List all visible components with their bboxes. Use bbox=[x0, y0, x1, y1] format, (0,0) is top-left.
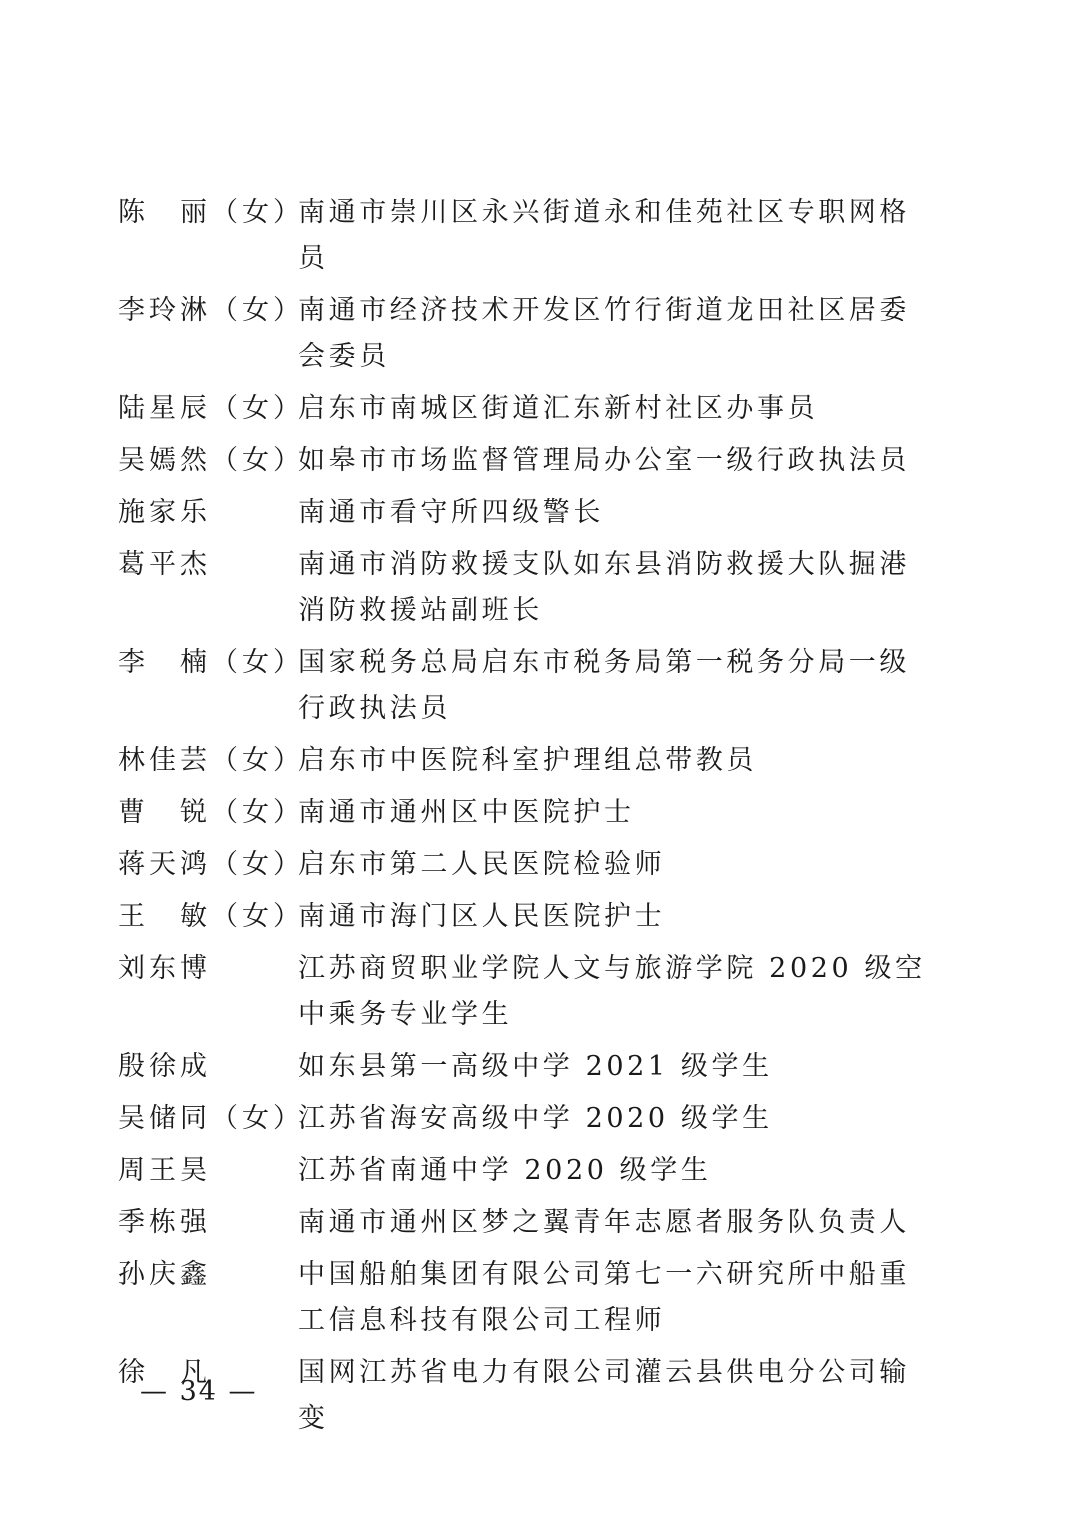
honoree-description: 如皋市市场监督管理局办公室一级行政执法员 bbox=[298, 445, 910, 476]
honoree-description: 南通市消防救援支队如东县消防救援大队掘港消防救援站副班长 bbox=[298, 549, 910, 626]
list-item bbox=[118, 1044, 938, 1090]
list-item bbox=[118, 1148, 938, 1194]
honoree-name: 李 楠（女） bbox=[118, 647, 304, 678]
honoree-name: 孙庆鑫 bbox=[118, 1259, 211, 1290]
honoree-description: 启东市南城区街道汇东新村社区办事员 bbox=[298, 393, 819, 424]
honoree-name: 蒋天鸿（女） bbox=[118, 849, 304, 880]
honoree-name: 陈 丽（女） bbox=[118, 197, 304, 228]
list-item bbox=[118, 490, 938, 536]
list-item bbox=[118, 842, 938, 888]
honoree-description: 江苏省南通中学 2020 级学生 bbox=[298, 1155, 712, 1186]
honoree-description: 南通市通州区梦之翼青年志愿者服务队负责人 bbox=[298, 1207, 910, 1238]
honoree-description: 南通市崇川区永兴街道永和佳苑社区专职网格员 bbox=[298, 197, 910, 274]
honoree-name: 周王昊 bbox=[118, 1155, 211, 1186]
honoree-description: 南通市海门区人民医院护士 bbox=[298, 901, 666, 932]
honoree-name: 王 敏（女） bbox=[118, 901, 304, 932]
list-item bbox=[118, 1096, 938, 1142]
honoree-description: 江苏商贸职业学院人文与旅游学院 2020 级空中乘务专业学生 bbox=[298, 953, 926, 1030]
list-item bbox=[118, 438, 938, 484]
honoree-description: 南通市经济技术开发区竹行街道龙田社区居委会委员 bbox=[298, 295, 910, 372]
honoree-description: 南通市看守所四级警长 bbox=[298, 497, 604, 528]
honoree-name: 吴嫣然（女） bbox=[118, 445, 304, 476]
honoree-name: 施家乐 bbox=[118, 497, 211, 528]
honoree-description: 中国船舶集团有限公司第七一六研究所中船重工信息科技有限公司工程师 bbox=[298, 1259, 910, 1336]
honoree-name: 季栋强 bbox=[118, 1207, 211, 1238]
honoree-name: 陆星辰（女） bbox=[118, 393, 304, 424]
list-item bbox=[118, 1252, 938, 1344]
list-item bbox=[118, 790, 938, 836]
honoree-name: 殷徐成 bbox=[118, 1051, 211, 1082]
list-item bbox=[118, 1200, 938, 1246]
honoree-description: 启东市中医院科室护理组总带教员 bbox=[298, 745, 757, 776]
list-item bbox=[118, 386, 938, 432]
honoree-name: 李玲淋（女） bbox=[118, 295, 304, 326]
honoree-name: 刘东博 bbox=[118, 953, 211, 984]
honoree-name: 吴储同（女） bbox=[118, 1103, 304, 1134]
list-item bbox=[118, 542, 938, 634]
honoree-description: 启东市第二人民医院检验师 bbox=[298, 849, 666, 880]
list-item bbox=[118, 738, 938, 784]
honoree-description: 国网江苏省电力有限公司灌云县供电分公司输变 bbox=[298, 1357, 910, 1434]
list-item bbox=[118, 288, 938, 380]
honoree-name: 葛平杰 bbox=[118, 549, 211, 580]
list-item bbox=[118, 640, 938, 732]
honoree-description: 江苏省海安高级中学 2020 级学生 bbox=[298, 1103, 773, 1134]
honoree-name: 林佳芸（女） bbox=[118, 745, 304, 776]
list-item bbox=[118, 190, 938, 282]
honoree-description: 国家税务总局启东市税务局第一税务分局一级行政执法员 bbox=[298, 647, 910, 724]
honoree-list bbox=[118, 190, 938, 1448]
page-number: — 34 — bbox=[140, 1376, 258, 1407]
honoree-name: 徐 凡 bbox=[118, 1357, 211, 1388]
list-item bbox=[118, 946, 938, 1038]
honoree-name: 曹 锐（女） bbox=[118, 797, 304, 828]
honoree-description: 如东县第一高级中学 2021 级学生 bbox=[298, 1051, 773, 1082]
honoree-description: 南通市通州区中医院护士 bbox=[298, 797, 635, 828]
list-item bbox=[118, 894, 938, 940]
